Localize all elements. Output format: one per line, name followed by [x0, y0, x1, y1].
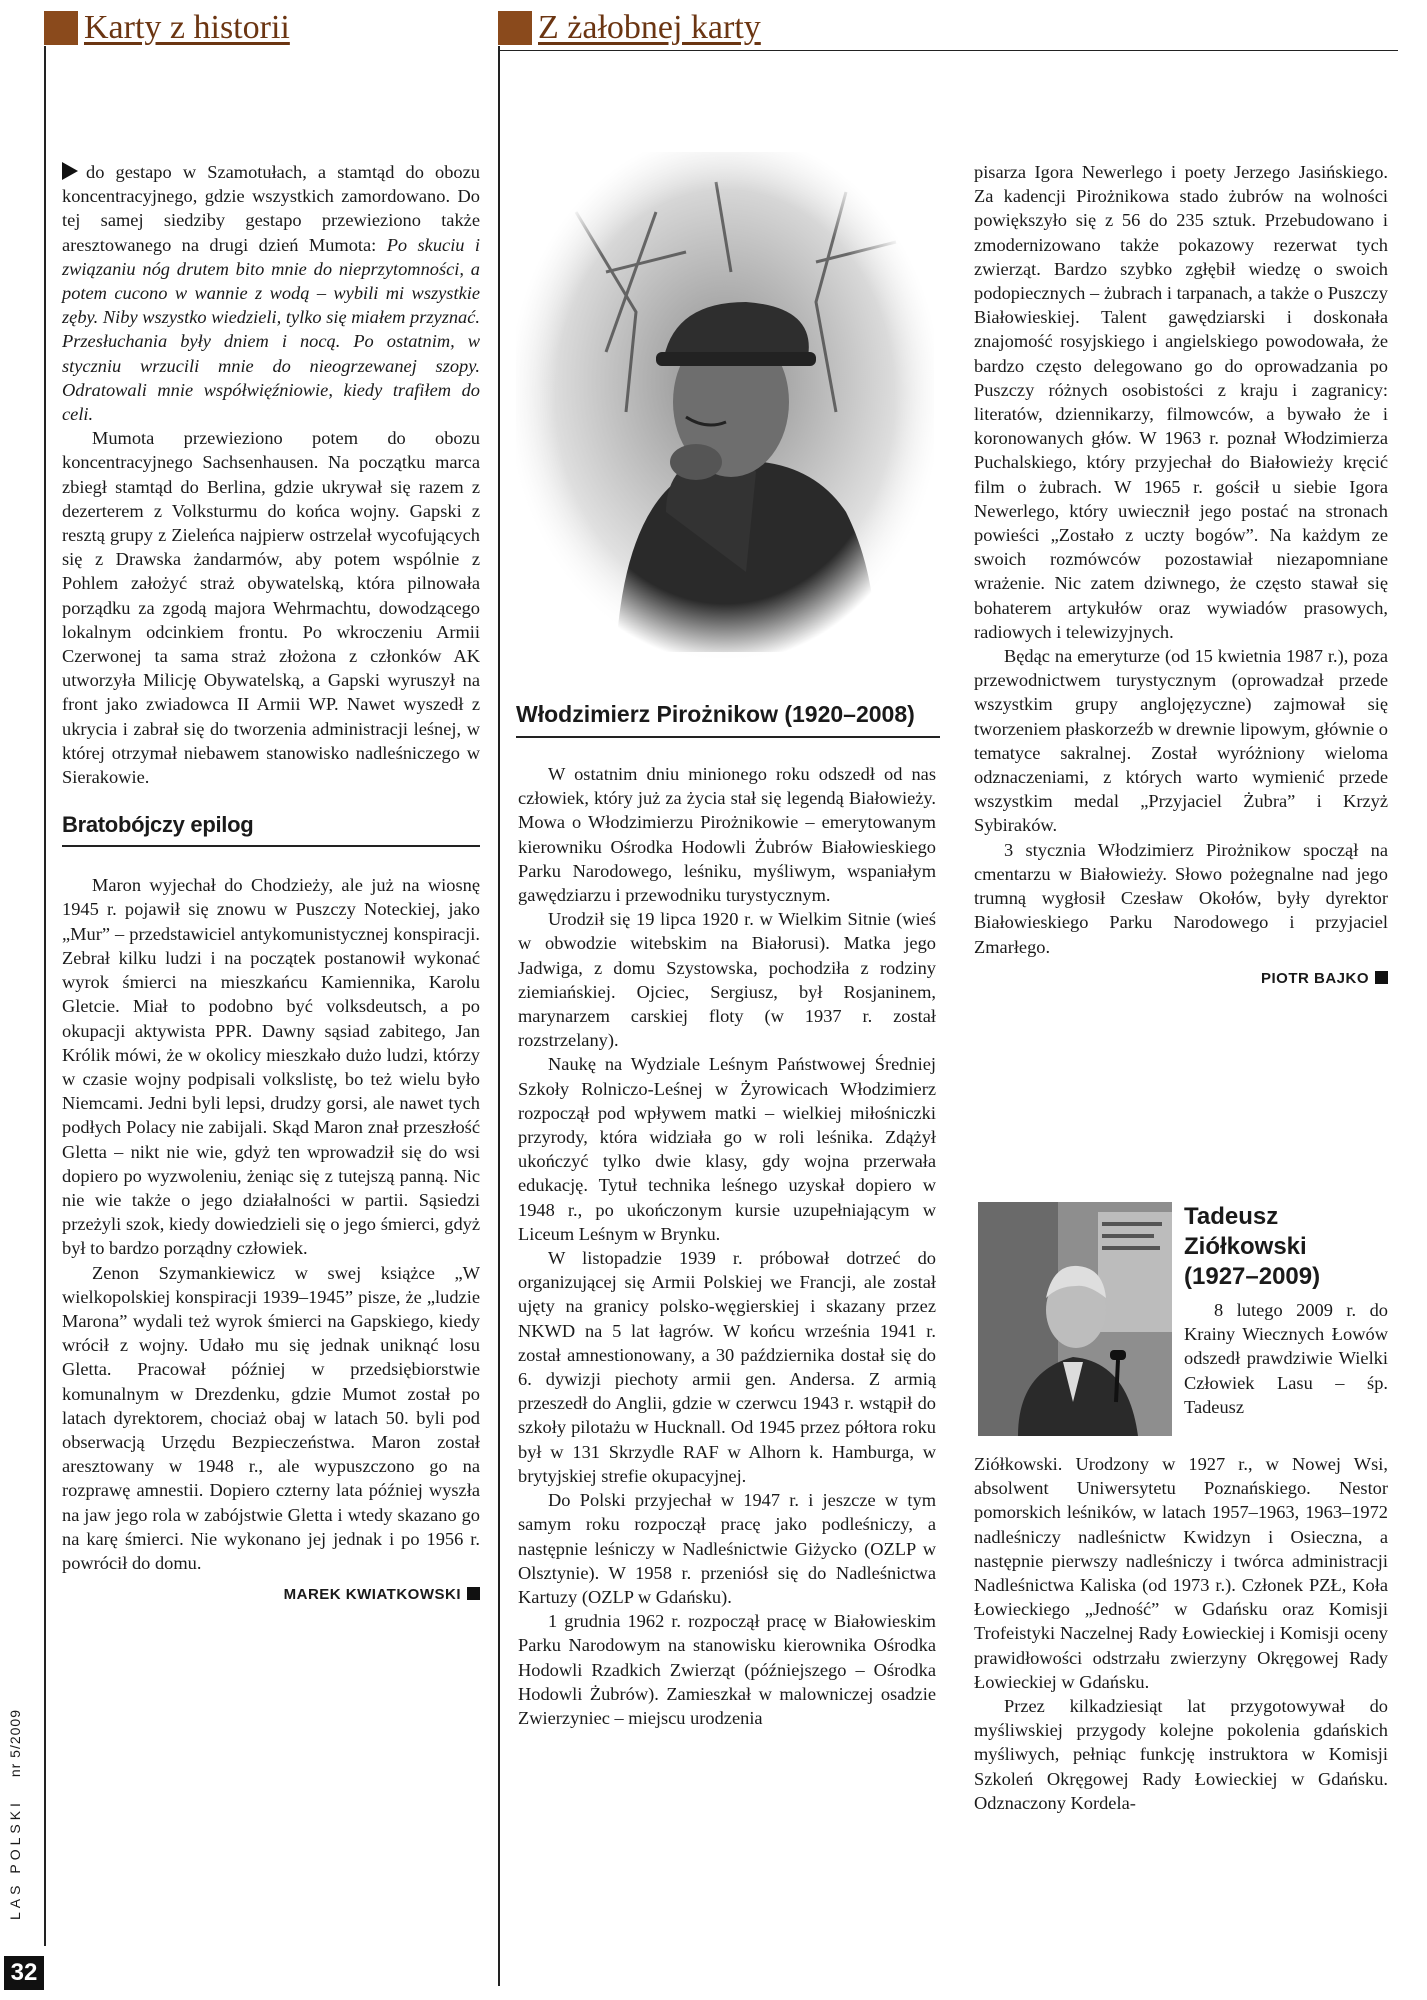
- obituary-name-heading: Włodzimierz Pirożnikow (1920–2008): [516, 701, 915, 727]
- article-paragraph: Będąc na emeryturze (od 15 kwietnia 1987 r.), poza przewodnictwem turystycznym (oprowadzał przede wszystkim grupy anglojęzyczne) zajmował się tworzeniem płaskorzeźb w drewnie lipowym, głównie o tematyce sakralnej. Został wyróżniony wieloma odznaczeniami, z których warto wymienić przede wszystkim medal „Przyjaciel Żubra” i Krzyż Sybiraków.: [974, 646, 1388, 836]
- article-paragraph: Zenon Szymankiewicz w swej książce „W wielkopolskiej konspiracji 1939–1945” pisze, że „ludzie Marona” wydali też wyrok śmierci na Gapskiego, kiedy wrócił z wojny. Udało mu się jednak uniknąć losu Gletta. Pracował później w przedsiębiorstwie komunalnym w Drezdenku, gdzie Mumot został po latach dyrektorem, chociaż obaj w latach 50. byli pod obserwacją Urzędu Bezpieczeństwa. Maron został aresztowany w 1948 r., ale wypuszczono go na rozprawę amnestii. Dopiero czterny lata później wyszła na jaw jego rola w zabójstwie Gletta i wtedy skazano go na karę śmierci. Nie wykonano jej jednak i po 1956 r. powrócił do domu.: [62, 1262, 480, 1573]
- heading-rule: [516, 736, 940, 738]
- article-paragraph: 1 grudnia 1962 r. rozpoczął pracę w Białowieskim Parku Narodowym na stanowisku kierownika Ośrodka Hodowli Rzadkich Zwierząt (późniejszego – Ośrodka Hodowli Żubrów). Zamieszkał w malowniczej osadzie Zwierzyniec – miejscu urodzenia: [518, 1611, 936, 1728]
- obituary-text-column: [974, 160, 1388, 991]
- column-divider-rule: [498, 46, 500, 1986]
- article-paragraph: W ostatnim dniu minionego roku odszedł od nas człowiek, który już za życia stał się legendą Białowieży. Mowa o Włodzimierzu Pirożnikowie – emerytowanym kierowniku Ośrodka Hodowli Żubrów Białowieskiego Parku Narodowego, leśniku, myśliwym, wspaniałym gawędziarzu i przewodniku turystycznym.: [518, 764, 936, 906]
- article-paragraph: Ziółkowski. Urodzony w 1927 r., w Nowej Wsi, absolwent Uniwersytetu Poznańskiego. Nestor pomorskich leśników, w latach 1957–1963, 1963–1972 nadleśniczy nadleśnictw Kwidzyn i Osieczna, a następnie pierwszy nadleśniczy i twórca administracji Nadleśnictwa Kaliska (od 1973 r.). Członek PZŁ, Koła Łowieckiego „Jedność” w Gdańsku oraz Komisji Trofeistyki Naczelnej Rady Łowieckiej i Komisji oceny prawidłowości odstrzału zwierzyny Okręgowej Rady Łowieckiej w Gdańsku.: [974, 1454, 1388, 1692]
- subheading-rule: [62, 845, 480, 847]
- section-header-karty: [44, 8, 290, 48]
- obituary-dates: (1927–2009): [1184, 1263, 1321, 1290]
- quote-text: Po skuciu i związaniu nóg drutem bito mnie do nieprzytomności, a potem cucono w wannie z wodą – wybili mi wszystkie zęby. Niby wszystko wiedzieli, tylko się miałem przyznać. Przesłuchania były dniem i nocą. Po ostatnim, w styczniu wrzucili mnie do nieogrzewanej szopy. Odratowali mnie współwięźniowie, kiedy trafiłem do celi.: [62, 234, 481, 425]
- article-paragraph: Do Polski przyjechał w 1947 r. i jeszcze w tym samym roku rozpoczął pracę jako podleśniczy, a następnie leśniczy w Nadleśnictwie Giżycko (OZLP w Olsztynie). W 1958 r. przeniósł się do Nadleśnictwa Kartuzy (OZLP w Gdańsku).: [518, 1490, 936, 1607]
- issue-number: nr 5/2009: [7, 1709, 23, 1778]
- section-divider-rule: [498, 50, 1398, 51]
- subheading: Bratobójczy epilog: [62, 812, 254, 838]
- article-paragraph: 8 lutego 2009 r. do Krainy Wiecznych Łowów odszedł prawdziwie Wielki Człowiek Lasu – śp. Tadeusz: [1184, 1300, 1388, 1417]
- portrait-photo: [516, 152, 934, 662]
- portrait-photo-icon: [516, 152, 934, 662]
- obituary-text-column: [974, 1452, 1388, 1815]
- speaker-photo: [978, 1202, 1172, 1436]
- article-paragraph: W listopadzie 1939 r. próbował dotrzeć do organizującej się Armii Polskiej we Francji, ale został ujęty na granicy polsko-węgierskiej i skazany przez NKWD na 5 lat łagrów. W końcu września 1941 r. został amnestionowany, a 30 października dostał się do 6. dywizji piechoty armii gen. Andersa. Z armią przeszedł do Anglii, gdzie w czerwcu 1943 r. wstąpił do szkoły pilotażu w Hucknall. Od 1945 przez półtora roku był w 131 Skrzydle RAF w Alhorn k. Hamburga, w brytyjskiej strefie okupacyjnej.: [518, 1248, 936, 1486]
- author-signature: [974, 967, 1388, 991]
- left-border-rule: [44, 46, 46, 1946]
- speaker-photo-icon: [978, 1202, 1172, 1436]
- author-signature: [62, 1583, 480, 1607]
- obituary-first-paragraph: [1184, 1298, 1388, 1419]
- magazine-side-label: [2, 1630, 28, 1920]
- left-article: [62, 160, 480, 1607]
- obituary-last-name: Ziółkowski: [1184, 1233, 1307, 1260]
- section-header-zalobna: [498, 8, 761, 48]
- page-number: 32: [4, 1956, 44, 1990]
- continued-text: do gestapo w Szamotułach, a stamtąd do obozu koncentracyjnego, gdzie wszystkich zamordowano. Do tej samej siedziby gestapo przewieziono także aresztowanego na drugi dzień Mumota:: [62, 162, 480, 255]
- end-mark-icon: [467, 1587, 480, 1600]
- article-paragraph: Urodził się 19 lipca 1920 r. w Wielkim Sitnie (wieś w obwodzie witebskim na Białorusi). Matka jego Jadwiga, z domu Szystowska, pochodziła z rodziny ziemiańskiej. Ojciec, Sergiusz, był Rosjaninem, marynarzem carskiej floty (w 1937 r. został rozstrzelany).: [518, 909, 936, 1051]
- continuation-arrow-icon: [62, 162, 78, 180]
- obituary-first-name: Tadeusz: [1184, 1203, 1279, 1230]
- author-name: MAREK KWIATKOWSKI: [283, 1586, 461, 1604]
- section-title: Z żałobnej karty: [538, 9, 761, 46]
- article-paragraph: [62, 160, 480, 426]
- end-mark-icon: [1375, 971, 1388, 984]
- obituary-name-heading: [1184, 1202, 1394, 1292]
- article-paragraph: Naukę na Wydziale Leśnym Państwowej Średniej Szkoły Rolniczo-Leśnej w Żyrowicach Włodzimierz rozpoczął pod wpływem matki – wielkiej miłośniczki przyrody, która widziała go w roli leśnika. Zdążył ukończyć tylko dwie klasy, gdy wojna przerwała edukację. Tytuł technika leśnego uzyskał dopiero w 1948 r., po ukończonym kursie uzupełniającym w Liceum Leśnym w Brynku.: [518, 1054, 936, 1244]
- side-label-text: [2, 1630, 28, 1920]
- author-name: PIOTR BAJKO: [1260, 969, 1369, 987]
- article-paragraph: pisarza Igora Newerlego i poety Jerzego Jasińskiego. Za kadencji Pirożnikowa stado żubrów na wolności powiększyło się z 56 do 235 sztuk. Przebudowano i zmodernizowano także pokazowy rezerwat tych zwierząt. Bardzo szybko zgłębił wiedzę o swoich podopiecznych – żubrach i tarpanach, a także o Puszczy Białowieskiej. Talent gawędziarski i doskonała znajomość rosyjskiego i angielskiego powodowała, że bardzo często delegowano go do oprowadzania po Puszczy różnych osobistości z kraju i zagranicy: literatów, dziennikarzy, filmowców, a bywało że i koronowanych głów. W 1963 r. poznał Włodzimierza Puchalskiego, który przyjechał do Białowieży kręcić film o żubrach. W 1965 r. gościł u siebie Igora Newerlego, który uwiecznił jego postać na stronach powieści „Zostało z uczty bogów”. Na każdym ze swoich rozmówców pozostawiał niezapomniane wrażenie. Nic zatem dziwnego, że często stawał się bohaterem artykułów oraz wywiadów prasowych, radiowych i telewizyjnych.: [974, 162, 1388, 642]
- section-marker-icon: [498, 11, 532, 45]
- article-paragraph: Maron wyjechał do Chodzieży, ale już na wiosnę 1945 r. pojawił się znowu w Puszczy Noteckiej, jako „Mur” – przedstawiciel antykomunistycznej konspiracji. Zebrał kilku ludzi i na początek postanowił wykonać wyrok śmierci na mieszkańcu Kamiennika, Karolu Gletcie. Miał to podobno być volksdeutsch, a po okupacji aktywista PPR. Dawny sąsiad zabitego, Jan Królik mówi, że w okolicy mieszkało dużo ludzi, którzy w czasie wojny podpisali volkslistę, bo też wielu było Niemcami. Jedni byli lepsi, drudzy gorsi, ale nawet tych podłych Polacy nie zabijali. Skąd Maron znał przeszłość Gletta – nikt nie wie, gdyż ten wprowadził się do wsi dopiero po wyzwoleniu, żeniąc się z tutejszą panną. Nic nie wie także o jego działalności w partii. Sąsiedzi przeżyli szok, kiedy dowiedzieli się o jego śmierci, gdyż był to bardzo porządny człowiek.: [62, 875, 480, 1259]
- article-paragraph: 3 stycznia Włodzimierz Pirożnikow spoczął na cmentarzu w Białowieży. Słowo pożegnalne nad jego trumną wygłosił Czesław Okołów, były dyrektor Białowieskiego Parku Narodowego i przyjaciel Zmarłego.: [974, 839, 1388, 957]
- section-title: Karty z historii: [84, 9, 290, 46]
- obituary-text-column: [518, 762, 936, 1730]
- magazine-name: LAS POLSKI: [7, 1799, 23, 1920]
- section-marker-icon: [44, 11, 78, 45]
- article-paragraph: Mumota przewieziono potem do obozu koncentracyjnego Sachsenhausen. Na początku marca zbiegł stamtąd do Berlina, gdzie ukrywał się razem z dezerterem z Volksturmu do końca wojny. Gapski z resztą grupy z Zieleńca najpierw ostrzelał wycofujących się z Drawska żandarmów, aby potem wspólnie z Pohlem założyć straż obywatelską, która pilnowała porządku za zgodą majora Wehrmachtu, dowodzącego lokalnym odcinkiem frontu. Po wkroczeniu Armii Czerwonej ta sama straż złożona z członków AK utworzyła Milicję Obywatelską, a Gapski wyruszył na front jako zwiadowca II Armii WP. Nawet wyszedł z ukrycia i zabrał się do tworzenia administracji leśnej, w której otrzymał niebawem stanowisko nadleśniczego w Sierakowie.: [62, 428, 480, 788]
- article-paragraph: Przez kilkadziesiąt lat przygotowywał do myśliwskiej przygody kolejne pokolenia gdańskich myśliwych, pełniąc funkcję instruktora w Komisji Szkoleń Okręgowej Rady Łowieckiej w Gdańsku. Odznaczony Kordela-: [974, 1696, 1388, 1813]
